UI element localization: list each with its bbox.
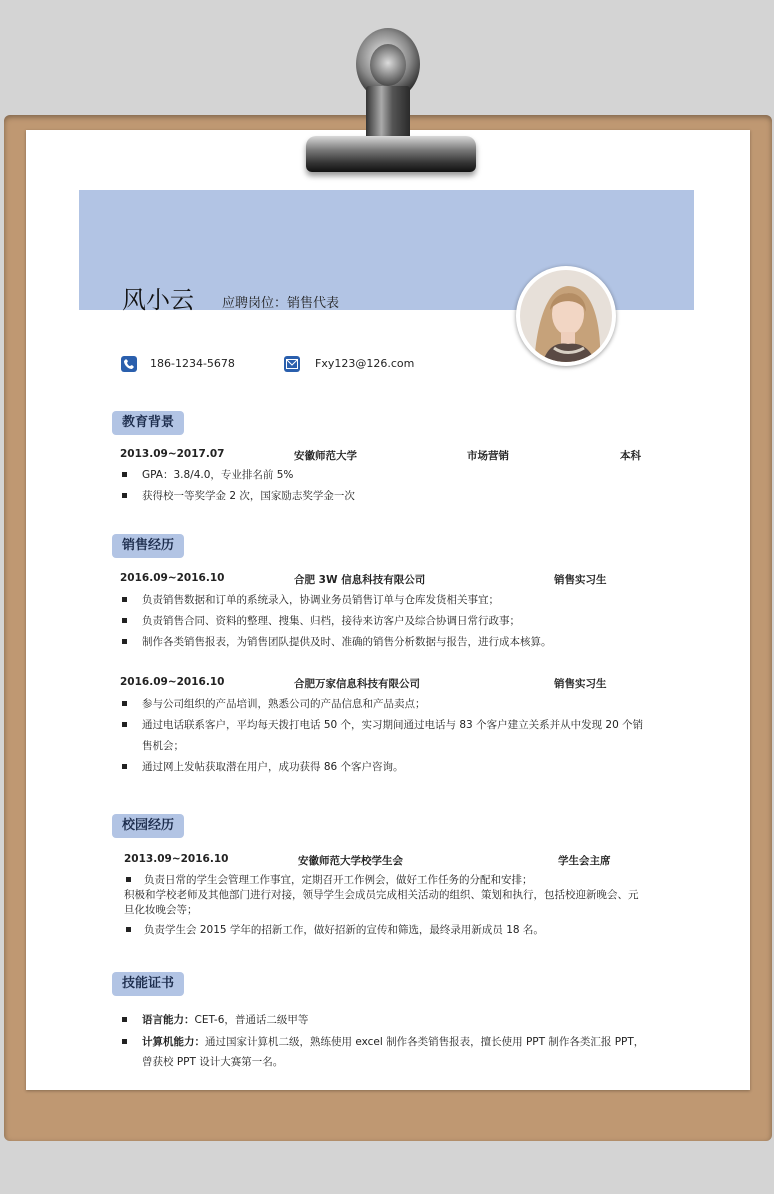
binder-clip-base	[306, 136, 476, 172]
job-role: 销售实习生	[554, 574, 607, 586]
skill-language-text: CET-6，普通话二级甲等	[194, 1014, 309, 1026]
skill-computer	[142, 1034, 644, 1049]
job-item: 通过电话联系客户，平均每天拨打电话 50 个，实习期间通过电话与 83 个客户建立关系并从中发现 20 个销	[142, 719, 644, 731]
campus-item: 旦化妆晚会等；	[124, 904, 198, 916]
bullet	[122, 764, 127, 769]
candidate-name: 风小云	[122, 286, 194, 314]
resume-paper	[26, 130, 750, 1090]
edu-degree: 本科	[620, 450, 641, 462]
bullet	[122, 472, 127, 477]
skill-computer-text: 通过国家计算机二级，熟练使用 excel 制作各类销售报表，擅长使用 PPT 制作各类汇报 PPT，	[205, 1036, 645, 1048]
job-item: 负责销售合同、资料的整理、搜集、归档，接待来访客户及综合协调日常行政事；	[142, 615, 520, 627]
skill-computer-label: 计算机能力：	[142, 1036, 205, 1048]
job-date: 2016.09~2016.10	[120, 676, 225, 688]
avatar	[516, 266, 616, 366]
skill-computer-cont: 曾获校 PPT 设计大赛第一名。	[142, 1056, 284, 1068]
target-position: 应聘岗位：销售代表	[222, 296, 340, 311]
bullet	[122, 493, 127, 498]
phone-icon	[121, 356, 137, 372]
email-icon	[284, 356, 300, 372]
campus-role: 学生会主席	[558, 855, 611, 867]
binder-clip-hole	[370, 44, 406, 86]
bullet	[122, 597, 127, 602]
job-item: 负责销售数据和订单的系统录入，协调业务员销售订单与仓库发货相关事宜；	[142, 594, 499, 606]
bullet	[126, 927, 131, 932]
section-campus: 校园经历	[112, 814, 184, 838]
edu-major: 市场营销	[467, 450, 509, 462]
edu-item: GPA：3.8/4.0，专业排名前 5%	[142, 469, 294, 481]
bullet	[122, 618, 127, 623]
campus-date: 2013.09~2016.10	[124, 853, 229, 865]
job-item: 售机会；	[142, 740, 184, 752]
campus-item: 负责日常的学生会管理工作事宜，定期召开工作例会，做好工作任务的分配和安排；	[144, 874, 533, 886]
bullet	[126, 877, 131, 882]
skill-language-label: 语言能力：	[142, 1014, 195, 1026]
campus-item: 积极和学校老师及其他部门进行对接，领导学生会成员完成相关活动的组织、策划和执行，包括校迎新晚会、元	[124, 889, 639, 901]
bullet	[122, 722, 127, 727]
binder-clip-neck	[366, 86, 410, 142]
phone-number[interactable]: 186-1234-5678	[150, 357, 235, 370]
section-sales: 销售经历	[112, 534, 184, 558]
job-company: 合肥 3W 信息科技有限公司	[294, 574, 426, 586]
edu-date: 2013.09~2017.07	[120, 448, 225, 460]
campus-org: 安徽师范大学校学生会	[298, 855, 403, 867]
bullet	[122, 1039, 127, 1044]
job-item: 参与公司组织的产品培训，熟悉公司的产品信息和产品卖点；	[142, 698, 426, 710]
section-education: 教育背景	[112, 411, 184, 435]
section-skills: 技能证书	[112, 972, 184, 996]
bullet	[122, 639, 127, 644]
email-address[interactable]: Fxy123@126.com	[315, 357, 415, 370]
job-company: 合肥万家信息科技有限公司	[294, 678, 420, 690]
bullet	[122, 1017, 127, 1022]
edu-school: 安徽师范大学	[294, 450, 357, 462]
campus-item: 负责学生会 2015 学年的招新工作，做好招新的宣传和筛选，最终录用新成员 18 名。	[144, 924, 544, 936]
job-item: 制作各类销售报表，为销售团队提供及时、准确的销售分析数据与报告，进行成本核算。	[142, 636, 552, 648]
job-date: 2016.09~2016.10	[120, 572, 225, 584]
edu-item: 获得校一等奖学金 2 次，国家励志奖学金一次	[142, 490, 355, 502]
skill-language	[142, 1012, 308, 1027]
job-item: 通过网上发帖获取潜在用户，成功获得 86 个客户咨询。	[142, 761, 404, 773]
job-role: 销售实习生	[554, 678, 607, 690]
bullet	[122, 701, 127, 706]
